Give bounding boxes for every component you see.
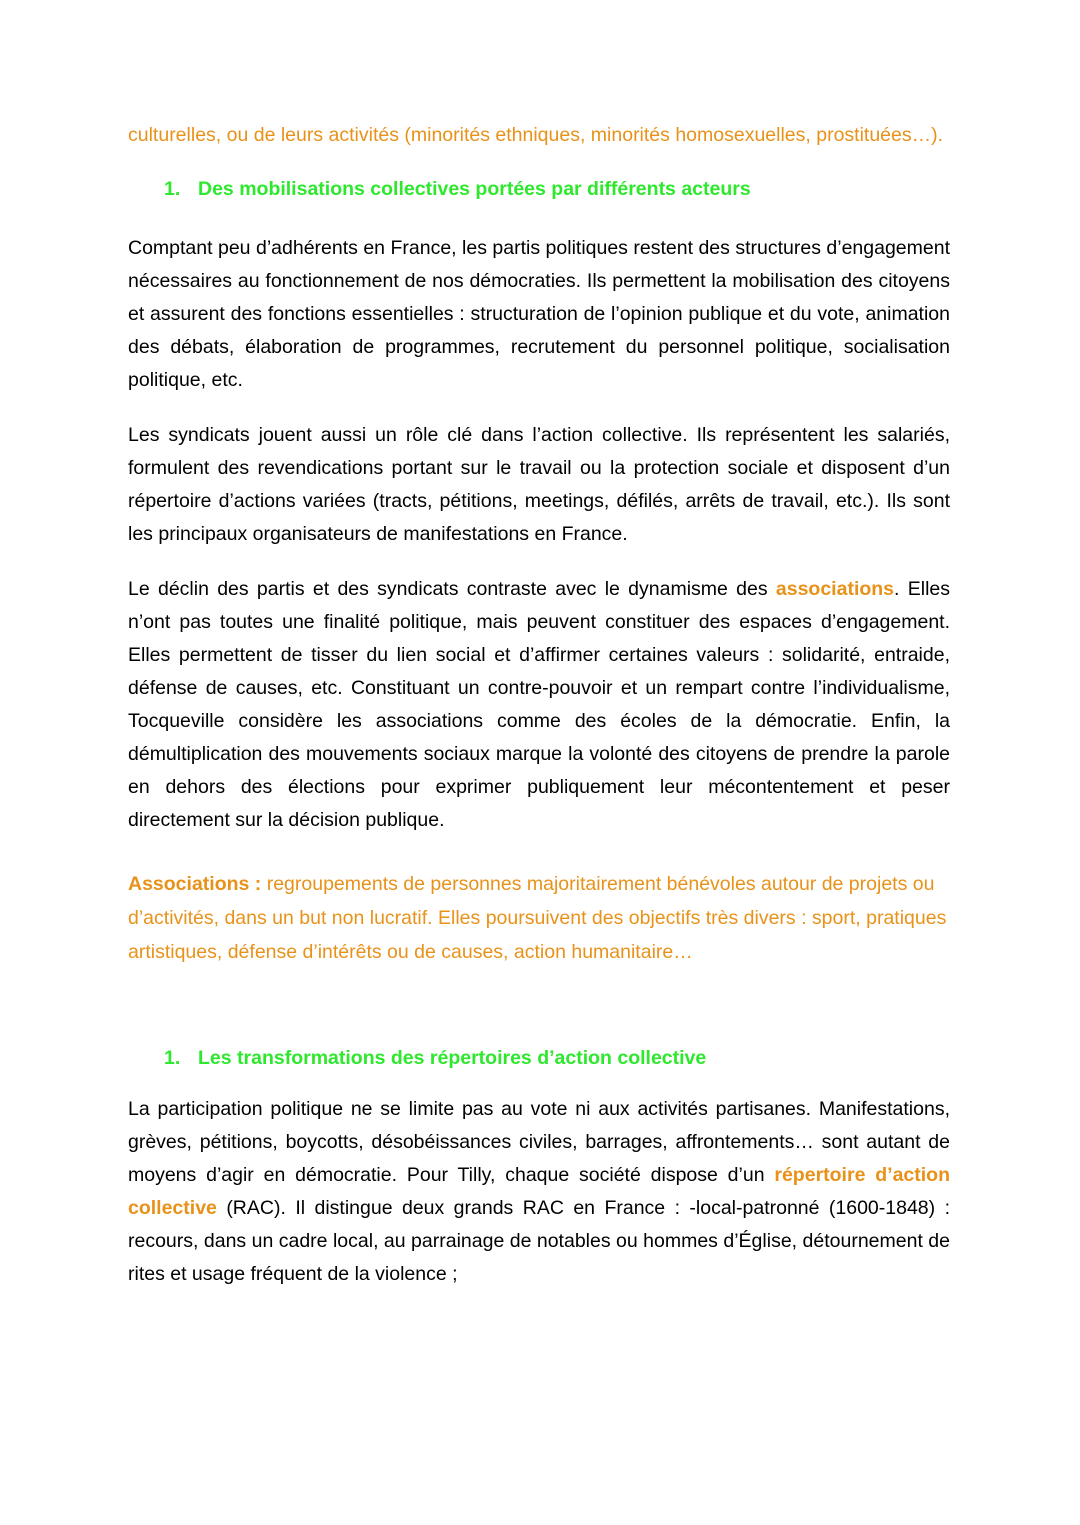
definition-callout-label: Associations : xyxy=(128,873,262,895)
section-heading-2 xyxy=(128,1043,950,1073)
section-heading-2-number: 1. xyxy=(164,1047,181,1069)
section-heading-1 xyxy=(128,174,950,204)
paragraph-associations xyxy=(128,573,950,837)
paragraph-repertoire-highlight: répertoire d’action collective xyxy=(128,1164,950,1219)
section-spacer xyxy=(128,969,950,1009)
paragraph-associations-part2: . Elles n’ont pas toutes une finalité politique, mais peuvent constituer des espaces d’engagement. Elles permettent de tisser du lien social et d’affirmer certaines valeurs : solidarité, entraide, défense de causes, etc. Constituant un contre-pouvoir et un rempart contre l’individualisme, Tocqueville considère les associations comme des écoles de la démocratie. Enfin, la démultiplication des mouvements sociaux marque la volonté des citoyens de prendre la parole en dehors des élections pour exprimer publiquement leur mécontentement et peser directement sur la décision publique. xyxy=(128,578,950,831)
definition-callout-text: regroupements de personnes majoritairement bénévoles autour de projets ou d’activités, dans un but non lucratif. Elles poursuivent des objectifs très divers : sport, pratiques artistiques, défense d’intérêts ou de causes, action humanitaire… xyxy=(128,873,947,963)
section-heading-2-label: Les transformations des répertoires d’action collective xyxy=(198,1047,707,1069)
section-heading-1-label: Des mobilisations collectives portées par différents acteurs xyxy=(198,178,751,200)
paragraph-repertoire xyxy=(128,1093,950,1291)
paragraph-repertoire-part1: La participation politique ne se limite pas au vote ni aux activités partisanes. Manifestations, grèves, pétitions, boycotts, désobéissances civiles, barrages, affrontements… sont autant de moyens d’agir en démocratie. Pour Tilly, chaque société dispose d’un xyxy=(128,1098,950,1186)
definition-callout xyxy=(128,867,950,969)
document-body xyxy=(128,118,950,1291)
paragraph-political-parties: Comptant peu d’adhérents en France, les partis politiques restent des structures d’engagement nécessaires au fonctionnement de nos démocraties. Ils permettent la mobilisation des citoyens et assurent des fonctions essentielles : structuration de l’opinion publique et du vote, animation des débats, élaboration de programmes, recrutement du personnel politique, socialisation politique, etc. xyxy=(128,237,950,391)
intro-paragraph: culturelles, ou de leurs activités (minorités ethniques, minorités homosexuelles, prostituées…). xyxy=(128,124,944,146)
paragraph-unions: Les syndicats jouent aussi un rôle clé dans l’action collective. Ils représentent les salariés, formulent des revendications portant sur le travail ou la protection sociale et disposent d’un répertoire d’actions variées (tracts, pétitions, meetings, défilés, arrêts de travail, etc.). Ils sont les principaux organisateurs de manifestations en France. xyxy=(128,424,950,545)
section-heading-1-number: 1. xyxy=(164,178,181,200)
paragraph-associations-part1: Le déclin des partis et des syndicats contraste avec le dynamisme des xyxy=(128,578,776,600)
paragraph-repertoire-part2: (RAC). Il distingue deux grands RAC en France : -local-patronné (1600-1848) : recours, dans un cadre local, au parrainage de notables ou hommes d’Église, détournement de rites et usage fréquent de la violence ; xyxy=(128,1197,950,1285)
paragraph-associations-highlight: associations xyxy=(775,578,895,600)
